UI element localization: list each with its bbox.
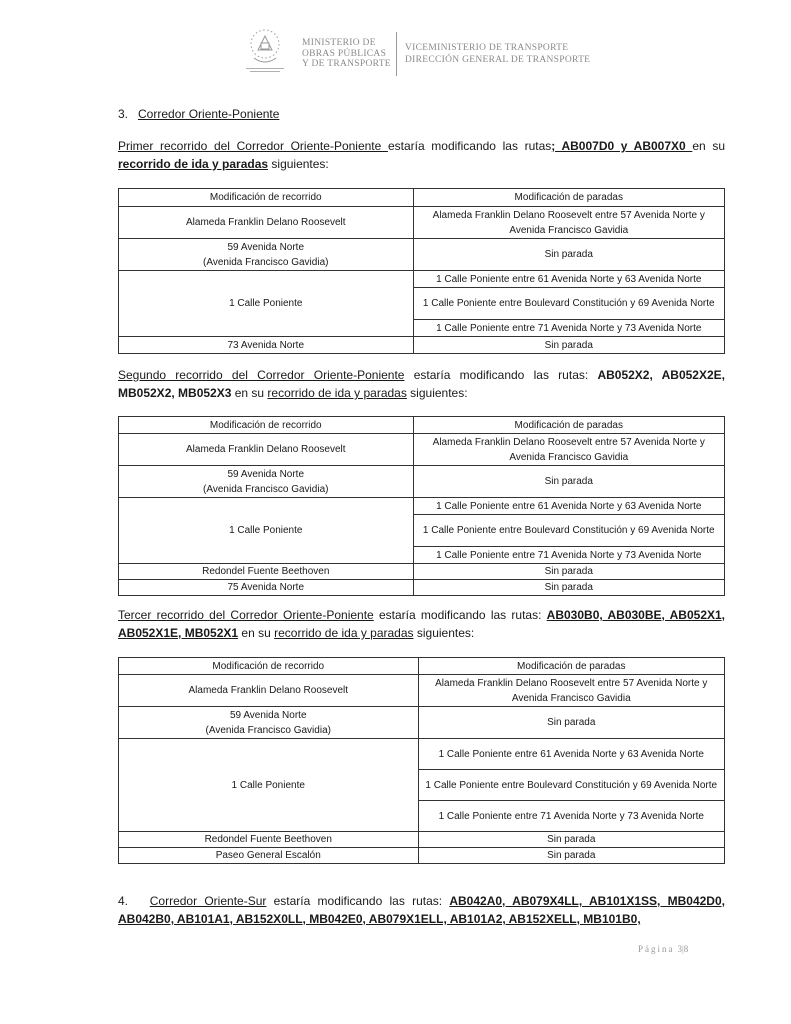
route-1-table: Modificación de recorrido Modificación de paradas Alameda Franklin Delano Roosevelt Alameda Franklin Delano Roosevelt entre 57 Avenida Norte y Avenida Francisco Gavidia 59 Avenida Norte (Avenida Francisco Gavidia) Sin parada 1 Calle Poniente 1 Calle Poniente entre 61 Avenida Norte y 63 Avenida Norte 1 Calle Poniente entre Boulevard Constitución y 69 Avenida Norte 1 Calle Poniente entre 71 Avenida Norte y 73 Avenida Norte 73 Avenida Norte Sin parada — [118, 188, 725, 354]
header-divider — [396, 32, 397, 76]
table-row: Redondel Fuente Beethoven Sin parada — [119, 832, 725, 848]
table-row: 1 Calle Poniente 1 Calle Poniente entre 61 Avenida Norte y 63 Avenida Norte — [119, 271, 725, 288]
table-row: 59 Avenida Norte (Avenida Francisco Gavidia) Sin parada — [119, 707, 725, 739]
table-row: Alameda Franklin Delano Roosevelt Alameda Franklin Delano Roosevelt entre 57 Avenida Norte y Avenida Francisco Gavidia — [119, 207, 725, 239]
table-row: 1 Calle Poniente 1 Calle Poniente entre 61 Avenida Norte y 63 Avenida Norte — [119, 498, 725, 515]
table-row: Redondel Fuente Beethoven Sin parada — [119, 564, 725, 580]
letterhead — [240, 18, 600, 78]
route-3-table: Modificación de recorrido Modificación de paradas Alameda Franklin Delano Roosevelt Alameda Franklin Delano Roosevelt entre 57 Avenida Norte y Avenida Francisco Gavidia 59 Avenida Norte (Avenida Francisco Gavidia) Sin parada 1 Calle Poniente 1 Calle Poniente entre 61 Avenida Norte y 63 Avenida Norte 1 Calle Poniente entre Boulevard Constitución y 69 Avenida Norte 1 Calle Poniente entre 71 Avenida Norte y 73 Avenida Norte Redondel Fuente Beethoven Sin parada Paseo General Escalón Sin parada — [118, 657, 725, 864]
header-paradas: Modificación de paradas — [413, 189, 724, 207]
table-row: 73 Avenida Norte Sin parada — [119, 337, 725, 354]
section-3-heading: 3. Corredor Oriente-Poniente — [118, 107, 280, 121]
table-row: 1 Calle Poniente 1 Calle Poniente entre 61 Avenida Norte y 63 Avenida Norte — [119, 739, 725, 770]
table-row: Alameda Franklin Delano Roosevelt Alameda Franklin Delano Roosevelt entre 57 Avenida Norte y Avenida Francisco Gavidia — [119, 434, 725, 466]
vice-ministry-name: VICEMINISTERIO DE TRANSPORTE DIRECCIÓN GENERAL DE TRANSPORTE — [405, 43, 591, 65]
page-number: Página 3|8 — [638, 944, 689, 954]
route-2-intro: Segundo recorrido del Corredor Oriente-Poniente estaría modificando las rutas: AB052X2, AB052X2E, MB052X2, MB052X3 en su recorrido de ida y paradas siguientes: — [118, 368, 725, 400]
national-seal-icon — [240, 22, 290, 74]
table-row: 59 Avenida Norte (Avenida Francisco Gavidia) Sin parada — [119, 466, 725, 498]
header-recorrido: Modificación de recorrido — [119, 189, 414, 207]
table-row: Alameda Franklin Delano Roosevelt Alameda Franklin Delano Roosevelt entre 57 Avenida Norte y Avenida Francisco Gavidia — [119, 675, 725, 707]
route-3-intro: Tercer recorrido del Corredor Oriente-Poniente estaría modificando las rutas: AB030B0, AB030BE, AB052X1, AB052X1E, MB052X1 en su recorrido de ida y paradas siguientes: — [118, 608, 726, 640]
table-row: 59 Avenida Norte (Avenida Francisco Gavidia) Sin parada — [119, 239, 725, 271]
route-2-table: Modificación de recorrido Modificación de paradas Alameda Franklin Delano Roosevelt Alameda Franklin Delano Roosevelt entre 57 Avenida Norte y Avenida Francisco Gavidia 59 Avenida Norte (Avenida Francisco Gavidia) Sin parada 1 Calle Poniente 1 Calle Poniente entre 61 Avenida Norte y 63 Avenida Norte 1 Calle Poniente entre Boulevard Constitución y 69 Avenida Norte 1 Calle Poniente entre 71 Avenida Norte y 73 Avenida Norte Redondel Fuente Beethoven Sin parada 75 Avenida Norte Sin parada — [118, 416, 725, 596]
table-row: Paseo General Escalón Sin parada — [119, 848, 725, 864]
section-4-paragraph: 4. Corredor Oriente-Sur estaría modificando las rutas: AB042A0, AB079X4LL, AB101X1SS, MB042D0, AB042B0, AB101A1, AB152X0LL, MB042E0, AB079X1ELL, AB101A2, AB152XELL, MB101B0, — [118, 894, 725, 926]
ministry-name: MINISTERIO DE OBRAS PÚBLICAS Y DE TRANSPORTE — [302, 38, 391, 69]
route-1-intro: Primer recorrido del Corredor Oriente-Poniente estaría modificando las rutas; AB007D0 y AB007X0 en su recorrido de ida y paradas siguientes: — [118, 139, 726, 171]
table-row: 75 Avenida Norte Sin parada — [119, 580, 725, 596]
